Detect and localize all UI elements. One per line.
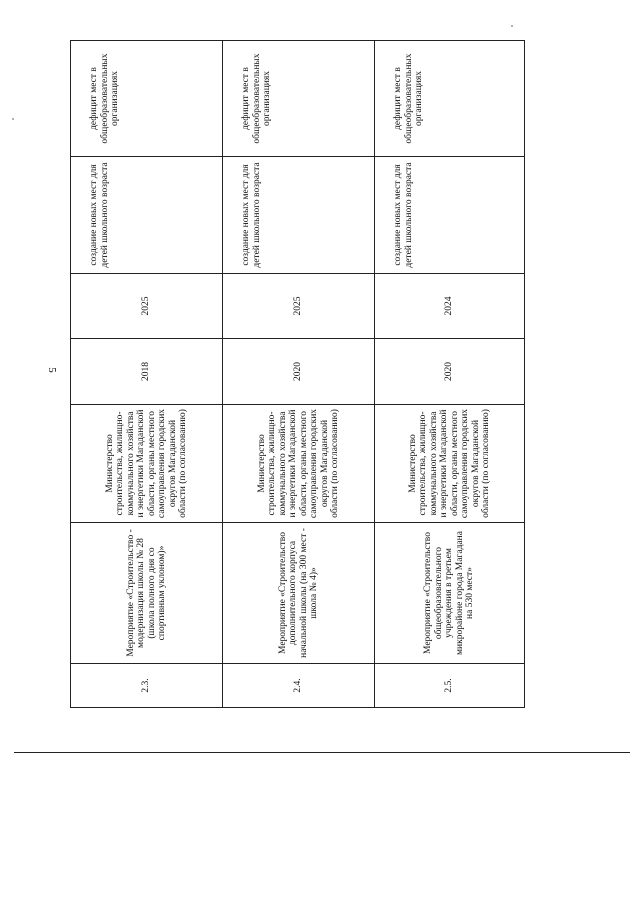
responsible-executor: Министерство строительства, жилищно-коммунального хозяйства и энергетики Магаданской области, органы местного самоуправления городских округов Магаданской области (по согласованию) bbox=[223, 404, 374, 522]
end-year: 2024 bbox=[375, 273, 524, 338]
row-number: 2.5. bbox=[375, 663, 524, 707]
expected-result: создание новых мест для детей школьного возраста bbox=[375, 156, 524, 273]
event-name: Мероприятие «Строительство общеобразовательного учреждения в третьем микрорайоне города Магадана на 530 мест» bbox=[375, 522, 524, 663]
responsible-executor: Министерство строительства, жилищно-коммунального хозяйства и энергетики Магаданской области, органы местного самоуправления городских округов Магаданской области (по согласованию) bbox=[375, 404, 524, 522]
rotated-table-frame bbox=[70, 40, 525, 708]
start-year: 2020 bbox=[223, 338, 374, 404]
end-year: 2025 bbox=[71, 273, 222, 338]
target-indicator: дефицит мест в общеобразовательных организациях bbox=[393, 53, 424, 144]
target-indicator: дефицит мест в общеобразовательных организациях bbox=[241, 53, 272, 144]
target-indicator: дефицит мест в общеобразовательных организациях bbox=[89, 53, 120, 144]
start-year: 2020 bbox=[375, 338, 524, 404]
event-name: Мероприятие «Строительство дополнительного корпуса начальной школы (на 300 мест - школа № 4)» bbox=[223, 522, 374, 663]
start-year: 2018 bbox=[71, 338, 222, 404]
scan-speck bbox=[12, 118, 14, 120]
end-year: 2025 bbox=[223, 273, 374, 338]
scan-speck bbox=[511, 25, 513, 27]
expected-result: создание новых мест для детей школьного возраста bbox=[71, 156, 222, 273]
table-row-2-5 bbox=[374, 41, 524, 707]
activities-table bbox=[70, 40, 525, 708]
event-name: Мероприятие «Строительство - модернизация школы № 28 (школа полного дня со спортивным уклоном)» bbox=[71, 522, 222, 663]
page-divider bbox=[14, 752, 630, 753]
table-row-2-4 bbox=[222, 41, 374, 707]
responsible-executor: Министерство строительства, жилищно-коммунального хозяйства и энергетики Магаданской области, органы местного самоуправления городских округов Магаданской области (по согласованию) bbox=[71, 404, 222, 522]
row-number: 2.3. bbox=[71, 663, 222, 707]
row-number: 2.4. bbox=[223, 663, 374, 707]
page-number: 5 bbox=[46, 367, 58, 373]
expected-result: создание новых мест для детей школьного возраста bbox=[223, 156, 374, 273]
table-row-2-3 bbox=[71, 41, 222, 707]
